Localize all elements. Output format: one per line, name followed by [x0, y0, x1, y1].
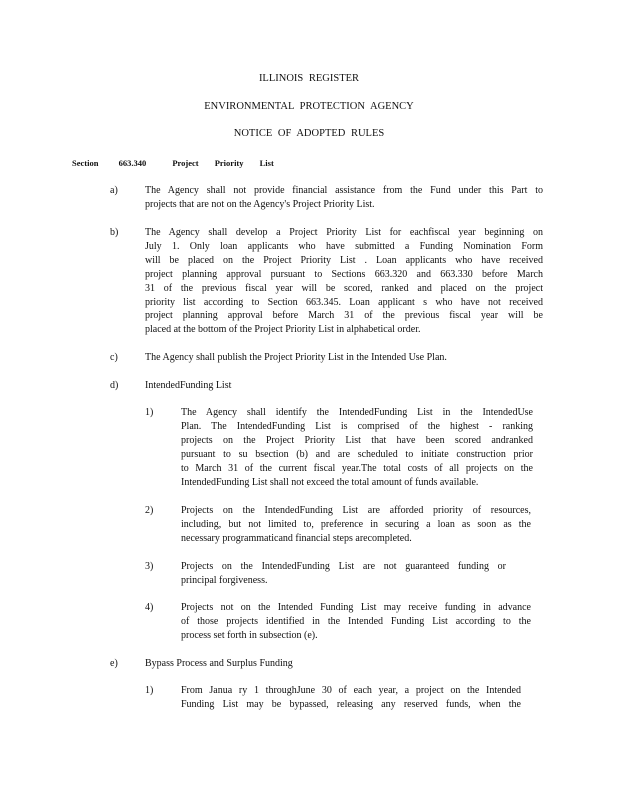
section-title: Project Priority List [172, 158, 274, 168]
text-line: necessary programmaticand financial steps arecompleted. [181, 532, 412, 544]
item-text [145, 379, 255, 393]
register-title: ILLINOIS REGISTER [258, 73, 360, 84]
text-line: Plan. The IntendedFunding List is comprised of the highest - ranking [181, 420, 533, 432]
agency-title: ENVIRONMENTAL PROTECTION AGENCY [204, 101, 414, 112]
text-line: The Agency shall not provide financial assistance from the Fund under this Part to [145, 185, 543, 196]
text-line: projects that are not on the Agency's Project Priority List. [145, 198, 375, 210]
text-line: placed at the bottom of the Project Priority List in alphabetical order. [145, 324, 421, 336]
text-line: The Agency shall publish the Project Priority List in the Intended Use Plan. [145, 352, 447, 363]
item-text [145, 657, 320, 671]
text-line: Projects not on the Intended Funding List may receive funding in advance [181, 602, 531, 613]
section-word: Section [72, 158, 99, 168]
item-label: 1) [145, 407, 154, 418]
text-line: Funding List may be bypassed, releasing any reserved funds, when the [181, 698, 521, 710]
item-text [145, 351, 507, 365]
section-heading [72, 158, 274, 168]
text-line: will be placed on the Project Priority List . Loan applicants who have received [145, 254, 543, 266]
text-line: IntendedFunding List shall not exceed the total amount of funds available. [181, 476, 479, 488]
notice-title: NOTICE OF ADOPTED RULES [233, 128, 385, 139]
item-text [181, 684, 521, 712]
text-line: of those projects identified in the Intended Funding List according to the [181, 615, 531, 627]
item-text [145, 226, 543, 337]
item-label: d) [110, 380, 119, 391]
text-line: Projects on the IntendedFunding List are afforded priority of resources, [181, 505, 531, 516]
item-label: b) [110, 227, 119, 238]
text-line: 31 of the previous fiscal year will be scored, ranked and placed on the project [145, 282, 543, 294]
text-line: The Agency shall identify the IntendedFunding List in the IntendedUse [181, 407, 533, 418]
text-line: July 1. Only loan applicants who have submitted a Funding Nomination Form [145, 240, 543, 252]
text-line: priority list according to Section 663.345. Loan applicant s who have not received [145, 296, 543, 308]
item-label: 1) [145, 685, 154, 696]
item-label: c) [110, 352, 118, 363]
item-text [181, 406, 533, 489]
section-number: 663.340 [118, 158, 147, 168]
item-label: a) [110, 185, 118, 196]
item-label: 3) [145, 561, 154, 572]
text-line: including, but not limited to, preference in securing a loan as soon as the [181, 518, 531, 530]
text-line: principal forgiveness. [181, 574, 268, 586]
item-text [181, 504, 531, 546]
text-line: The Agency shall develop a Project Priority List for eachfiscal year beginning on [145, 227, 543, 238]
item-label: e) [110, 658, 118, 669]
text-line: project planning approval before March 31 of the previous fiscal year will be [145, 310, 543, 322]
text-line: project planning approval pursuant to Sections 663.320 and 663.330 before March [145, 268, 543, 280]
text-line: IntendedFunding List [145, 380, 232, 391]
text-line: Bypass Process and Surplus Funding [145, 658, 293, 669]
text-line: pursuant to su bsection (b) and are scheduled to initiate construction prior [181, 448, 533, 460]
text-line: From Janua ry 1 throughJune 30 of each year, a project on the Intended [181, 685, 521, 696]
item-label: 4) [145, 602, 154, 613]
item-text [181, 560, 506, 588]
text-line: to March 31 of the current fiscal year.The total costs of all projects on the [181, 462, 533, 474]
item-text [145, 184, 543, 212]
text-line: Projects on the IntendedFunding List are not guaranteed funding or [181, 561, 506, 572]
item-label: 2) [145, 505, 154, 516]
text-line: process set forth in subsection (e). [181, 629, 318, 641]
text-line: projects on the Project Priority List that have been scored andranked [181, 434, 533, 446]
item-text [181, 601, 531, 643]
